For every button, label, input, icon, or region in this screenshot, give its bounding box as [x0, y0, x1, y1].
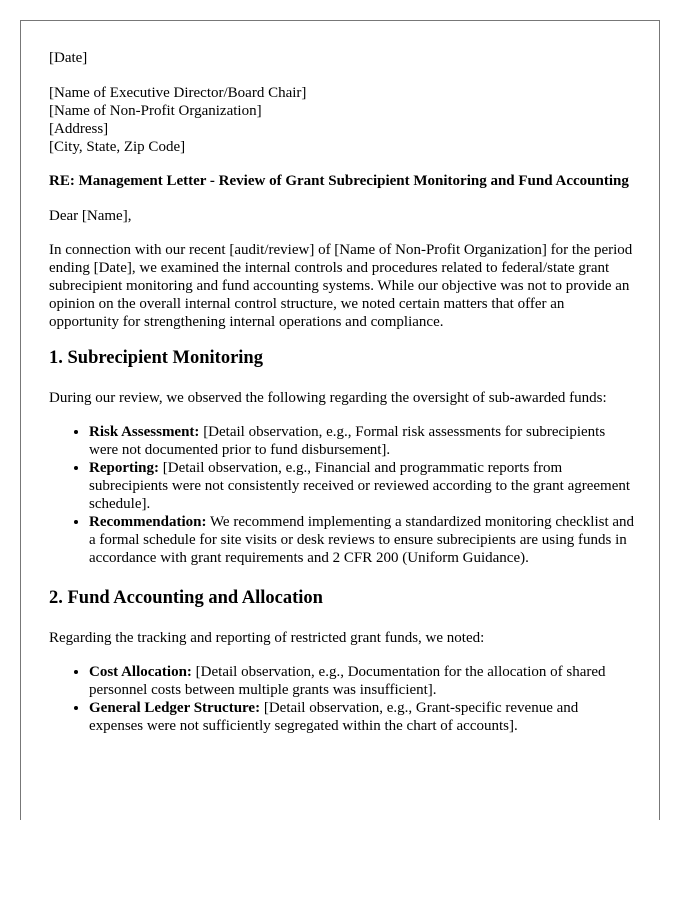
recipient-organization: [Name of Non-Profit Organization]: [49, 103, 262, 119]
list-item: [89, 699, 635, 735]
section-heading-subrecipient-monitoring: 1. Subrecipient Monitoring: [49, 348, 263, 368]
section-intro-subrecipient-monitoring: During our review, we observed the following regarding the oversight of sub-awarded funds:: [49, 390, 607, 406]
subject-line: RE: Management Letter - Review of Grant Subrecipient Monitoring and Fund Accounting: [49, 173, 629, 189]
list-item: [89, 663, 635, 699]
list-item-text: [Detail observation, e.g., Financial and programmatic reports from subrecipients were not consistently received or reviewed according to the grant agreement schedule].: [89, 460, 631, 512]
recipient-city-state-zip: [City, State, Zip Code]: [49, 139, 186, 155]
list-item-label: Risk Assessment:: [89, 424, 200, 440]
section-intro-fund-accounting: Regarding the tracking and reporting of restricted grant funds, we noted:: [49, 630, 485, 646]
fund-accounting-list: [49, 663, 635, 735]
section-heading-fund-accounting: 2. Fund Accounting and Allocation: [49, 588, 323, 608]
subrecipient-monitoring-list: [49, 423, 635, 567]
list-item-label: Cost Allocation:: [89, 664, 192, 680]
list-item: [89, 459, 635, 513]
list-item-text: We recommend implementing a standardized monitoring checklist and a formal schedule for site visits or desk reviews to ensure subrecipients are using funds in accordance with grant requirements and 2 CFR 200 (Uniform Guidance).: [89, 514, 635, 566]
list-item: [89, 513, 635, 567]
list-item: [89, 423, 635, 459]
recipient-address-block: [49, 84, 635, 156]
list-item-text: [Detail observation, e.g., Documentation for the allocation of shared personnel costs between multiple grants was insufficient].: [89, 664, 606, 698]
salutation: Dear [Name],: [49, 208, 132, 224]
list-item-text: [Detail observation, e.g., Formal risk assessments for subrecipients were not documented prior to fund disbursement].: [89, 424, 606, 458]
list-item-label: Recommendation:: [89, 514, 207, 530]
list-item-label: Reporting:: [89, 460, 159, 476]
letter-page: [20, 20, 660, 820]
letter-body: [49, 49, 635, 755]
intro-paragraph: In connection with our recent [audit/review] of [Name of Non-Profit Organization] for the period ending [Date], we examined the internal controls and procedures related to federal/state grant subrecipient monitoring and fund accounting systems. While our objective was not to provide an opinion on the overall internal control structure, we noted certain matters that offer an opportunity for strengthening internal operations and compliance.: [49, 242, 633, 330]
list-item-text: [Detail observation, e.g., Grant-specific revenue and expenses were not sufficiently segregated within the chart of accounts].: [89, 700, 579, 734]
letter-date: [Date]: [49, 50, 88, 66]
recipient-address: [Address]: [49, 121, 109, 137]
list-item-label: General Ledger Structure:: [89, 700, 261, 716]
recipient-name: [Name of Executive Director/Board Chair]: [49, 85, 307, 101]
